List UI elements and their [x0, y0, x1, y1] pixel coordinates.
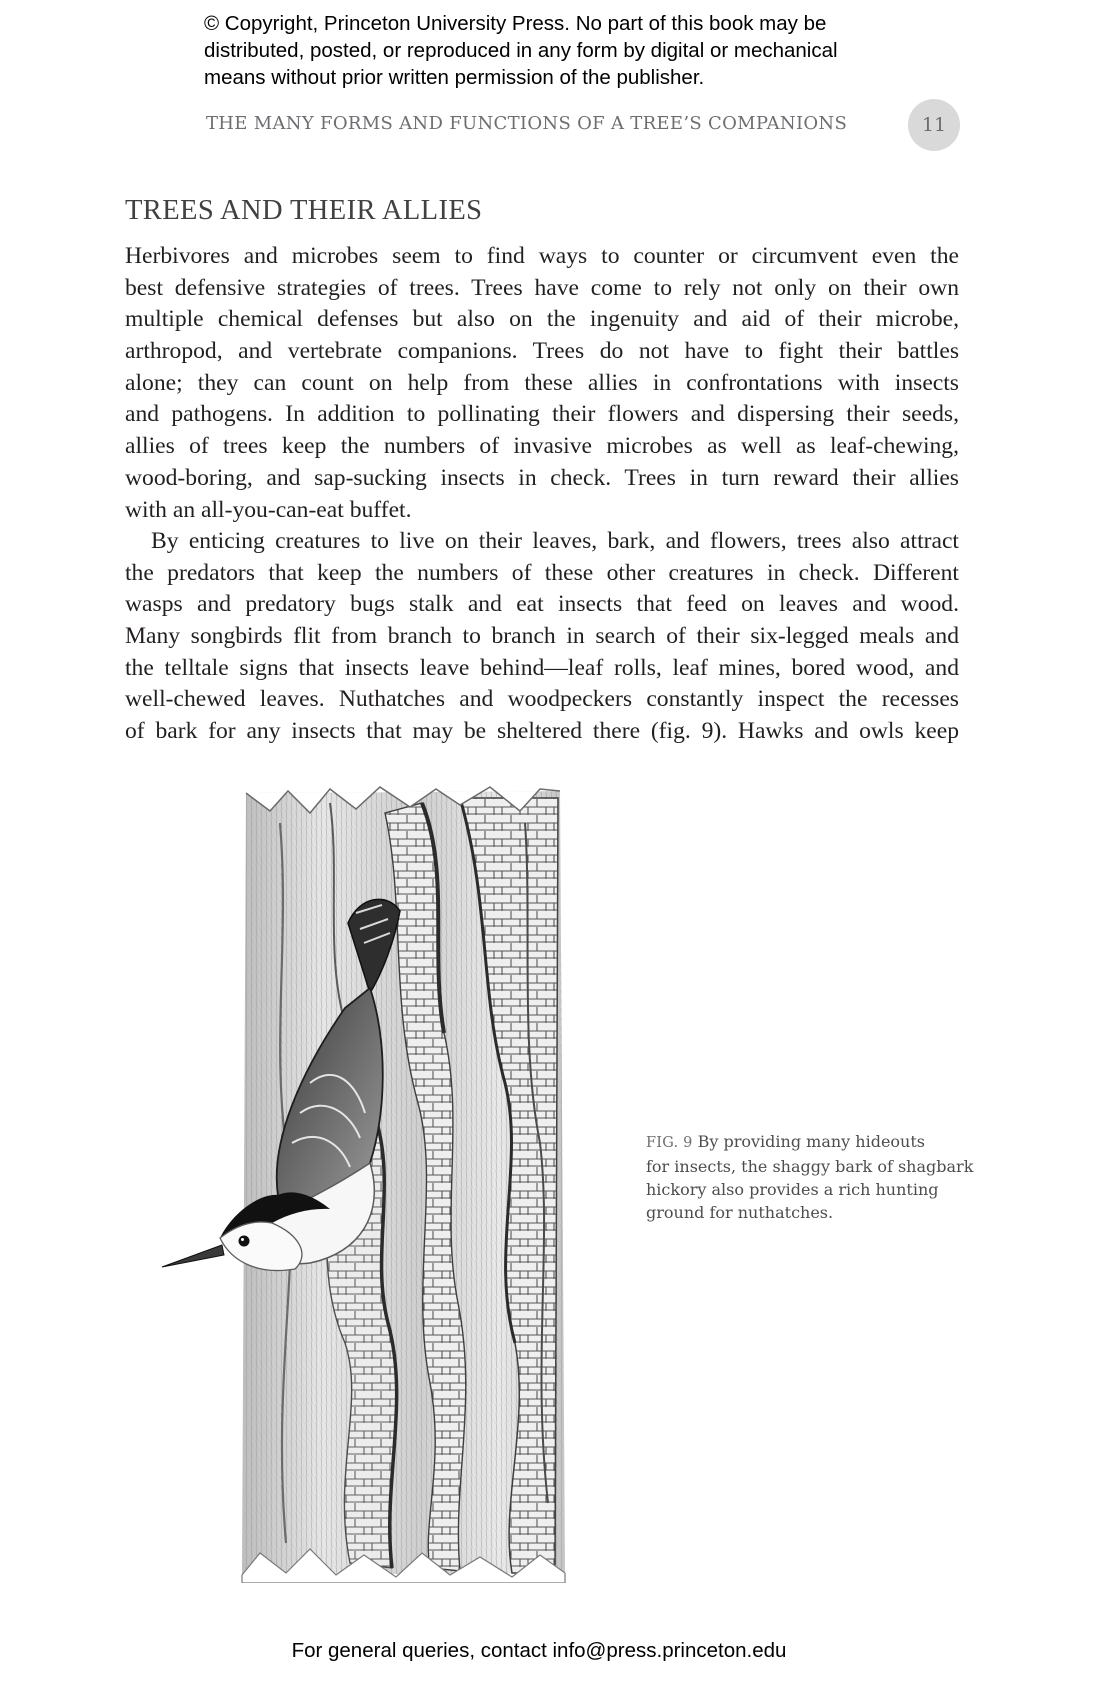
text-line: arthropod, and vertebrate companions. Trees do not have to fight their battles [125, 338, 959, 365]
page-number: 11 [921, 114, 947, 136]
caption-line: ground for nuthatches. [646, 1203, 834, 1222]
text-line: alone; they can count on help from these allies in confrontations with insects [125, 369, 959, 396]
paragraph [125, 526, 959, 748]
text-line: the predators that keep the numbers of these other creatures in check. Different [125, 559, 959, 586]
page-number-badge [908, 99, 960, 151]
text-line: Herbivores and microbes seem to find ways to counter or circumvent even the [125, 243, 959, 269]
text-line: best defensive strategies of trees. Trees have come to rely not only on their own [125, 274, 959, 301]
paragraph [125, 241, 959, 526]
text-line: well-chewed leaves. Nuthatches and woodpeckers constantly inspect the recesses [125, 686, 959, 713]
text-line: and pathogens. In addition to pollinating their flowers and dispersing their seeds, [125, 401, 959, 428]
section-heading: TREES AND THEIR ALLIES [125, 195, 483, 226]
copyright-notice [204, 10, 924, 91]
caption-line [646, 1130, 966, 1155]
figure-label: FIG. 9 [646, 1135, 693, 1151]
figure-illustration [160, 783, 630, 1583]
running-head-title: THE MANY FORMS AND FUNCTIONS OF A TREE’S COMPANIONS [206, 113, 848, 134]
copyright-line: © Copyright, Princeton University Press. No part of this book may be [204, 12, 827, 35]
footer [0, 1639, 1100, 1663]
copyright-line: means without prior written permission of the publisher. [204, 66, 705, 89]
caption-line: hickory also provides a rich hunting [646, 1180, 939, 1199]
text-line: multiple chemical defenses but also on the ingenuity and aid of their microbe, [125, 306, 959, 333]
text-line: wasps and predatory bugs stalk and eat insects that feed on leaves and wood. [125, 591, 959, 618]
caption-text: By providing many hideouts [697, 1132, 925, 1151]
text-line: with an all-you-can-eat buffet. [125, 496, 412, 523]
figure-caption [646, 1130, 974, 1224]
text-line: wood-boring, and sap-sucking insects in check. Trees in turn reward their allies [125, 464, 959, 491]
nuthatch-bark-drawing [160, 783, 630, 1583]
text-line: By enticing creatures to live on their leaves, bark, and flowers, trees also attract [151, 528, 959, 554]
text-line: of bark for any insects that may be sheltered there (fig. 9). Hawks and owls keep [125, 718, 959, 745]
text-line: allies of trees keep the numbers of invasive microbes as well as leaf-chewing, [125, 433, 959, 460]
copyright-line: distributed, posted, or reproduced in any form by digital or mechanical [204, 39, 838, 62]
text-line: the telltale signs that insects leave behind—leaf rolls, leaf mines, bored wood, and [125, 654, 959, 681]
text-line: Many songbirds flit from branch to branch in search of their six-legged meals and [125, 623, 959, 650]
footer-contact-text: For general queries, contact info@press.princeton.edu [291, 1639, 787, 1662]
caption-line: for insects, the shaggy bark of shagbark [646, 1157, 974, 1176]
